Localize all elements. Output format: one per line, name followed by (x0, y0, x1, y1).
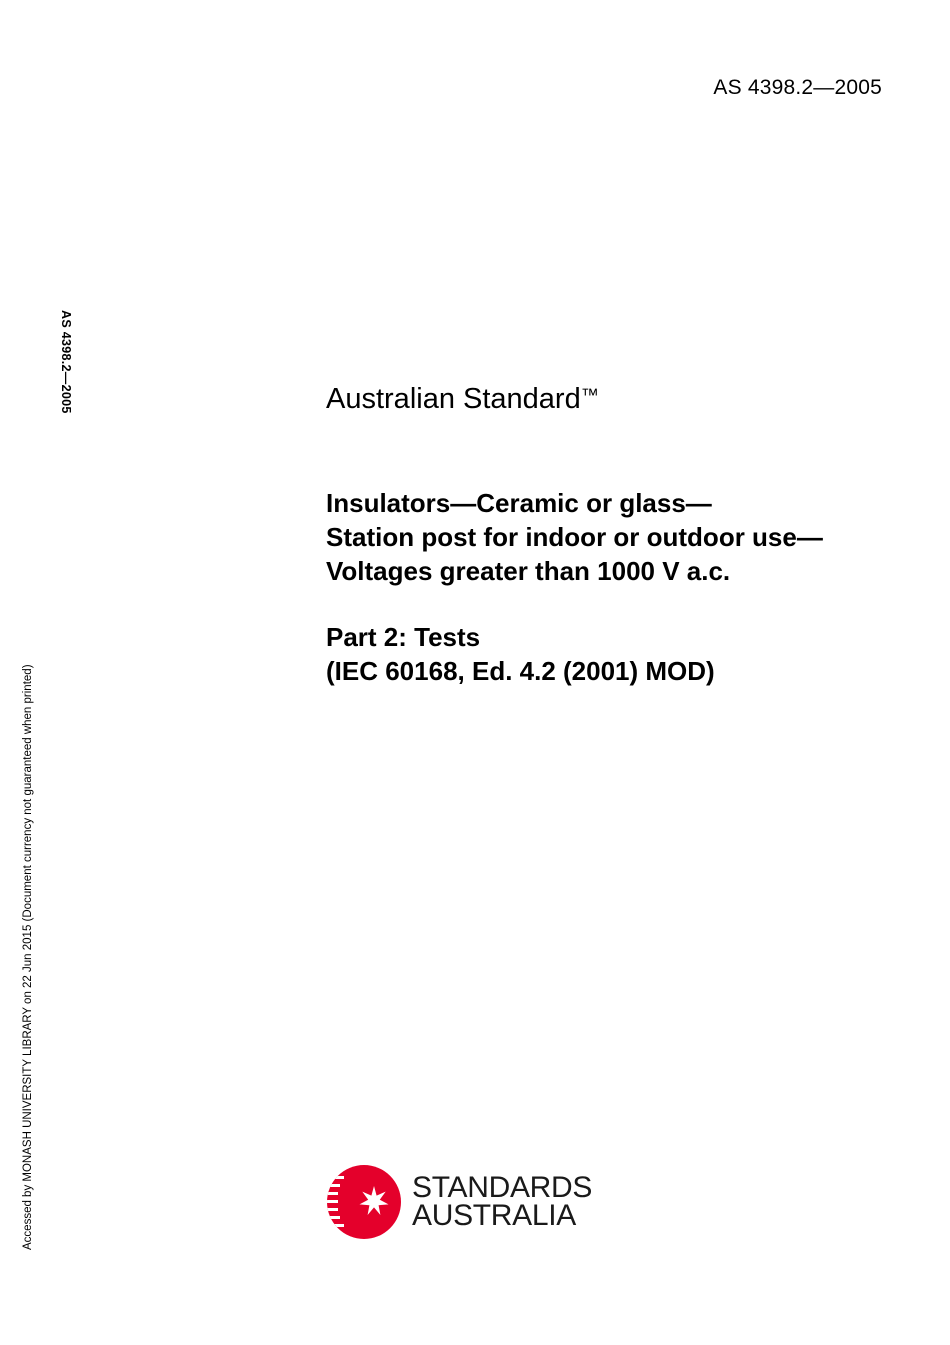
spine-document-number: AS 4398.2—2005 (59, 310, 73, 414)
standard-brand-name: Australian Standard (326, 383, 581, 415)
part-line: Part 2: Tests (326, 622, 481, 652)
standard-brand (326, 383, 599, 416)
document-title (326, 486, 823, 588)
document-number: AS 4398.2—2005 (713, 76, 882, 99)
standards-australia-star-logo-icon (326, 1164, 402, 1240)
title-line: Voltages greater than 1000 V a.c. (326, 556, 731, 586)
standards-australia-logo (326, 1163, 592, 1241)
document-part (326, 620, 715, 688)
title-line: Station post for indoor or outdoor use— (326, 522, 823, 552)
access-note: Accessed by MONASH UNIVERSITY LIBRARY on 22 Jun 2015 (Document currency not guaranteed when printed) (22, 664, 34, 1250)
part-line: (IEC 60168, Ed. 4.2 (2001) MOD) (326, 656, 715, 686)
title-line: Insulators—Ceramic or glass— (326, 488, 712, 518)
logo-word-standards: STANDARDS (412, 1171, 593, 1204)
logo-word-australia: AUSTRALIA (412, 1199, 577, 1232)
trademark-symbol: ™ (580, 385, 599, 405)
logo-wordmark (412, 1171, 593, 1232)
